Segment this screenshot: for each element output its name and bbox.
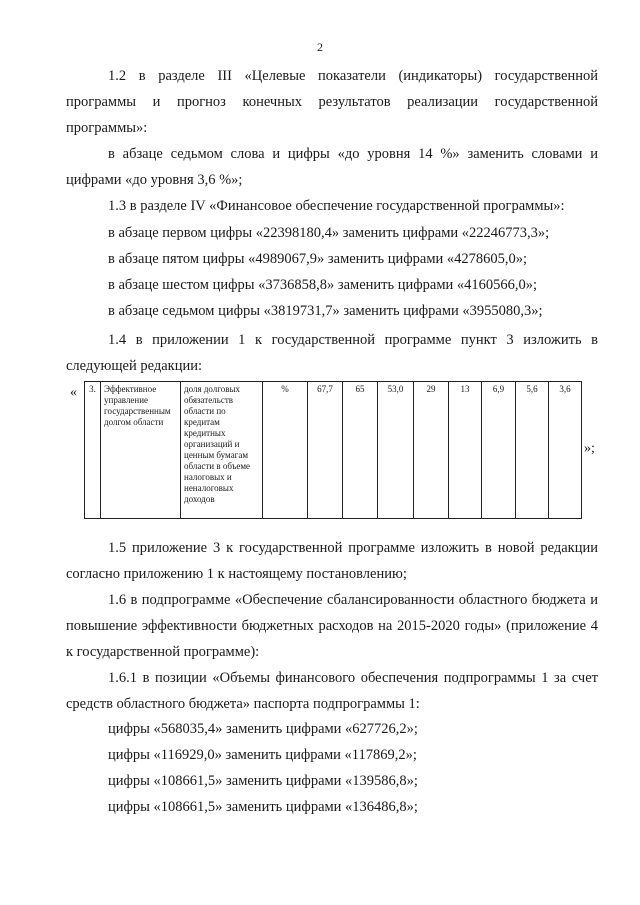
replacement-line-4: цифры «108661,5» заменить цифрами «136486,8»; <box>108 799 418 815</box>
value-cell: 29 <box>414 382 449 519</box>
value-cell: 53,0 <box>378 382 414 519</box>
paragraph-1-2: 1.2 в разделе III «Целевые показатели (индикаторы) государственной программы и прогноз конечных результатов реализации государственной программы»: <box>66 68 598 136</box>
value-cell: 67,7 <box>308 382 343 519</box>
paragraph-1-5: 1.5 приложение 3 к государственной программе изложить в новой редакции согласно приложению 1 к настоящему постановлению; <box>66 540 598 582</box>
row-number-cell: 3. <box>85 382 101 519</box>
value-cell: 6,9 <box>482 382 516 519</box>
amendment-line-3: в абзаце шестом цифры «3736858,8» заменить цифрами «4160566,0»; <box>108 277 538 293</box>
amendment-line-2: в абзаце пятом цифры «4989067,9» заменить цифрами «4278605,0»; <box>108 251 528 267</box>
indicator-cell: доля долговых обязательств области по кредитам кредитных организаций и ценным бумагам области в объеме налоговых и неналоговых доходов <box>181 382 263 519</box>
paragraph-1-2-a: в абзаце седьмом слова и цифры «до уровня 14 %» заменить словами и цифрами «до уровня 3,6 %»; <box>66 146 598 188</box>
replacement-line-3: цифры «108661,5» заменить цифрами «139586,8»; <box>108 773 418 789</box>
paragraph-1-3: 1.3 в разделе IV «Финансовое обеспечение государственной программы»: <box>108 198 565 214</box>
replacement-line-2: цифры «116929,0» заменить цифрами «117869,2»; <box>108 747 417 763</box>
value-cell: 13 <box>449 382 482 519</box>
quote-close: »; <box>584 441 595 456</box>
amendment-line-4: в абзаце седьмом цифры «3819731,7» заменить цифрами «3955080,3»; <box>108 303 543 319</box>
amendment-line-1: в абзаце первом цифры «22398180,4» заменить цифрами «22246773,3»; <box>108 225 550 241</box>
unit-cell: % <box>263 382 308 519</box>
paragraph-1-4: 1.4 в приложении 1 к государственной программе пункт 3 изложить в следующей редакции: <box>66 332 598 374</box>
value-cell: 3,6 <box>549 382 582 519</box>
page-number: 2 <box>317 40 323 54</box>
table-row <box>85 382 582 519</box>
paragraph-1-6: 1.6 в подпрограмме «Обеспечение сбалансированности областного бюджета и повышение эффективности бюджетных расходов на 2015-2020 годы» (приложение 4 к государственной программе): <box>66 592 598 660</box>
value-cell: 65 <box>343 382 378 519</box>
indicator-table <box>84 381 582 519</box>
paragraph-1-6-1: 1.6.1 в позиции «Объемы финансового обеспечения подпрограммы 1 за счет средств областного бюджета» паспорта подпрограммы 1: <box>66 670 598 712</box>
program-name-cell: Эффективное управление государственным долгом области <box>101 382 181 519</box>
quote-open: « <box>70 385 77 400</box>
replacement-line-1: цифры «568035,4» заменить цифрами «627726,2»; <box>108 721 418 737</box>
value-cell: 5,6 <box>516 382 549 519</box>
